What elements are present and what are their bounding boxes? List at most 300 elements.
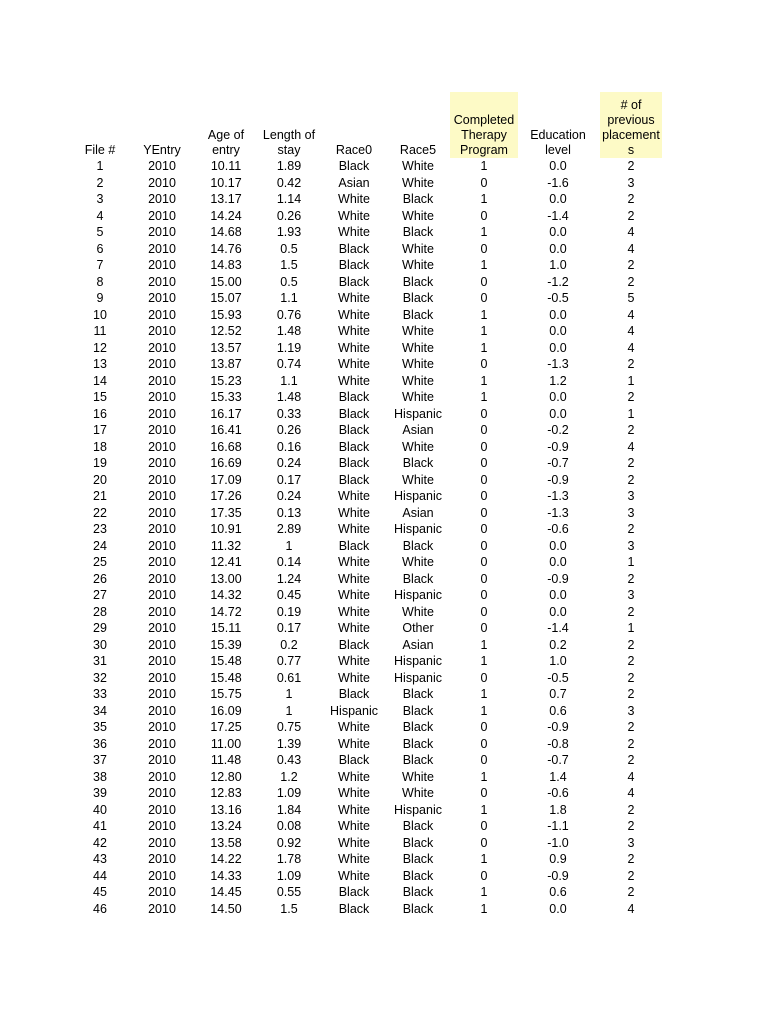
completed-therapy-cell: 0 (480, 835, 488, 850)
length-of-stay-cell: 0.43 (276, 753, 302, 767)
file-number-cell: 27 (93, 588, 107, 602)
header-yentry: YEntry (143, 143, 181, 157)
education-level-cell: -0.7 (547, 456, 569, 470)
table-row (80, 752, 668, 769)
race0-cell: White (338, 720, 370, 734)
race0-cell: Black (338, 456, 370, 470)
table-row (80, 521, 668, 538)
previous-placements-cell: 3 (627, 175, 635, 190)
age-of-entry-cell: 12.41 (210, 555, 242, 569)
race0-cell: Black (338, 901, 370, 916)
length-of-stay-cell: 1.19 (276, 340, 302, 355)
race5-cell: White (402, 208, 434, 223)
race0-cell: White (338, 373, 370, 388)
race5-cell: Black (402, 852, 434, 866)
age-of-entry-cell: 14.76 (210, 241, 242, 256)
table-row (80, 422, 668, 439)
table-row (80, 851, 668, 868)
age-of-entry-cell: 17.26 (210, 489, 242, 503)
previous-placements-cell: 2 (627, 390, 635, 404)
yentry-cell: 2010 (148, 357, 176, 371)
yentry-cell: 2010 (148, 802, 176, 817)
file-number-cell: 33 (93, 687, 107, 701)
previous-placements-cell: 2 (627, 687, 635, 701)
race0-cell: White (338, 291, 370, 305)
table-row (80, 356, 668, 373)
age-of-entry-cell: 17.09 (210, 472, 242, 487)
table-row (80, 406, 668, 423)
file-number-cell: 46 (93, 901, 107, 916)
table-row (80, 604, 668, 621)
age-of-entry-cell: 14.32 (210, 588, 242, 602)
previous-placements-cell: 2 (627, 456, 635, 470)
race0-cell: White (338, 654, 370, 668)
length-of-stay-cell: 0.74 (276, 357, 302, 371)
length-of-stay-cell: 0.17 (276, 621, 302, 635)
yentry-cell: 2010 (148, 588, 176, 602)
header-completed-therapy-program: Completed Therapy Program (453, 113, 515, 157)
yentry-cell: 2010 (148, 522, 176, 536)
yentry-cell: 2010 (148, 885, 176, 899)
race5-cell: Hispanic (394, 489, 442, 503)
age-of-entry-cell: 17.35 (210, 505, 242, 520)
race0-cell: Black (338, 390, 370, 404)
yentry-cell: 2010 (148, 406, 176, 421)
length-of-stay-cell: 1.5 (280, 258, 298, 272)
file-number-cell: 5 (96, 225, 104, 239)
race0-cell: White (338, 769, 370, 784)
race5-cell: Black (402, 291, 434, 305)
yentry-cell: 2010 (148, 324, 176, 338)
yentry-cell: 2010 (148, 868, 176, 883)
length-of-stay-cell: 0.26 (276, 423, 302, 437)
previous-placements-cell: 3 (627, 588, 635, 602)
yentry-cell: 2010 (148, 654, 176, 668)
table-row (80, 637, 668, 654)
race5-cell: Black (402, 571, 434, 586)
length-of-stay-cell: 0.42 (276, 175, 302, 190)
age-of-entry-cell: 16.09 (210, 703, 242, 718)
table-row (80, 554, 668, 571)
race0-cell: White (338, 489, 370, 503)
file-number-cell: 8 (96, 274, 104, 289)
completed-therapy-cell: 1 (480, 852, 488, 866)
length-of-stay-cell: 2.89 (276, 522, 302, 536)
yentry-cell: 2010 (148, 472, 176, 487)
completed-therapy-cell: 0 (480, 505, 488, 520)
education-level-cell: 0.0 (549, 555, 567, 569)
file-number-cell: 15 (93, 390, 107, 404)
table-row (80, 257, 668, 274)
previous-placements-cell: 1 (627, 555, 635, 569)
table-row (80, 587, 668, 604)
race0-cell: Black (338, 423, 370, 437)
header-age-of-entry: Age of entry (207, 128, 245, 157)
race5-cell: Asian (402, 423, 434, 437)
table-row (80, 488, 668, 505)
previous-placements-cell: 2 (627, 274, 635, 289)
completed-therapy-cell: 0 (480, 670, 488, 685)
previous-placements-cell: 4 (627, 324, 635, 338)
yentry-cell: 2010 (148, 769, 176, 784)
length-of-stay-cell: 1.89 (276, 159, 302, 173)
previous-placements-cell: 4 (627, 901, 635, 916)
file-number-cell: 1 (96, 159, 104, 173)
file-number-cell: 36 (93, 736, 107, 751)
race5-cell: White (402, 357, 434, 371)
age-of-entry-cell: 17.25 (210, 720, 242, 734)
race5-cell: Hispanic (394, 802, 442, 817)
yentry-cell: 2010 (148, 703, 176, 718)
length-of-stay-cell: 0.2 (280, 637, 298, 652)
age-of-entry-cell: 14.50 (210, 901, 242, 916)
education-level-cell: 0.0 (549, 901, 567, 916)
completed-therapy-cell: 0 (480, 208, 488, 223)
education-level-cell: 1.0 (549, 258, 567, 272)
file-number-cell: 4 (96, 208, 104, 223)
completed-therapy-cell: 0 (480, 357, 488, 371)
table-row (80, 505, 668, 522)
race0-cell: Black (338, 538, 370, 553)
file-number-cell: 35 (93, 720, 107, 734)
previous-placements-cell: 2 (627, 868, 635, 883)
age-of-entry-cell: 16.17 (210, 406, 242, 421)
age-of-entry-cell: 16.69 (210, 456, 242, 470)
length-of-stay-cell: 1 (285, 538, 293, 553)
race0-cell: White (338, 324, 370, 338)
yentry-cell: 2010 (148, 786, 176, 800)
previous-placements-cell: 4 (627, 786, 635, 800)
length-of-stay-cell: 0.17 (276, 472, 302, 487)
education-level-cell: 0.0 (549, 538, 567, 553)
race0-cell: Black (338, 472, 370, 487)
previous-placements-cell: 2 (627, 753, 635, 767)
race5-cell: White (402, 439, 434, 454)
table-row (80, 323, 668, 340)
age-of-entry-cell: 11.48 (210, 753, 242, 767)
file-number-cell: 17 (93, 423, 107, 437)
table-row (80, 191, 668, 208)
race0-cell: White (338, 571, 370, 586)
file-number-cell: 22 (93, 505, 107, 520)
education-level-cell: -1.2 (547, 274, 569, 289)
previous-placements-cell: 3 (627, 505, 635, 520)
education-level-cell: 0.0 (549, 225, 567, 239)
race0-cell: White (338, 505, 370, 520)
previous-placements-cell: 5 (627, 291, 635, 305)
completed-therapy-cell: 0 (480, 274, 488, 289)
race0-cell: White (338, 604, 370, 619)
completed-therapy-cell: 1 (480, 769, 488, 784)
age-of-entry-cell: 14.33 (210, 868, 242, 883)
completed-therapy-cell: 1 (480, 901, 488, 916)
completed-therapy-cell: 0 (480, 522, 488, 536)
race5-cell: Black (402, 885, 434, 899)
race0-cell: Hispanic (330, 703, 378, 718)
race5-cell: Black (402, 225, 434, 239)
table-row (80, 439, 668, 456)
previous-placements-cell: 4 (627, 225, 635, 239)
table-row (80, 901, 668, 918)
previous-placements-cell: 2 (627, 522, 635, 536)
race5-cell: Black (402, 753, 434, 767)
file-number-cell: 42 (93, 835, 107, 850)
length-of-stay-cell: 0.45 (276, 588, 302, 602)
race5-cell: Hispanic (394, 670, 442, 685)
yentry-cell: 2010 (148, 307, 176, 322)
race0-cell: White (338, 835, 370, 850)
length-of-stay-cell: 0.5 (280, 241, 298, 256)
race0-cell: White (338, 852, 370, 866)
file-number-cell: 30 (93, 637, 107, 652)
file-number-cell: 16 (93, 406, 107, 421)
race5-cell: Hispanic (394, 588, 442, 602)
previous-placements-cell: 2 (627, 670, 635, 685)
table-body (80, 158, 668, 917)
education-level-cell: 0.0 (549, 307, 567, 322)
completed-therapy-cell: 0 (480, 621, 488, 635)
previous-placements-cell: 2 (627, 885, 635, 899)
education-level-cell: -1.0 (547, 835, 569, 850)
file-number-cell: 2 (96, 175, 104, 190)
previous-placements-cell: 4 (627, 439, 635, 454)
yentry-cell: 2010 (148, 835, 176, 850)
file-number-cell: 3 (96, 192, 104, 206)
completed-therapy-cell: 0 (480, 489, 488, 503)
previous-placements-cell: 2 (627, 819, 635, 833)
completed-therapy-cell: 0 (480, 472, 488, 487)
file-number-cell: 7 (96, 258, 104, 272)
completed-therapy-cell: 0 (480, 538, 488, 553)
age-of-entry-cell: 15.00 (210, 274, 242, 289)
age-of-entry-cell: 13.57 (210, 340, 242, 355)
education-level-cell: -0.9 (547, 868, 569, 883)
file-number-cell: 12 (93, 340, 107, 355)
file-number-cell: 18 (93, 439, 107, 454)
age-of-entry-cell: 12.80 (210, 769, 242, 784)
yentry-cell: 2010 (148, 258, 176, 272)
length-of-stay-cell: 1.39 (276, 736, 302, 751)
race5-cell: White (402, 373, 434, 388)
race0-cell: White (338, 621, 370, 635)
yentry-cell: 2010 (148, 159, 176, 173)
age-of-entry-cell: 10.11 (210, 159, 242, 173)
length-of-stay-cell: 1.09 (276, 868, 302, 883)
file-number-cell: 26 (93, 571, 107, 586)
length-of-stay-cell: 0.33 (276, 406, 302, 421)
age-of-entry-cell: 14.68 (210, 225, 242, 239)
age-of-entry-cell: 12.52 (210, 324, 242, 338)
completed-therapy-cell: 1 (480, 654, 488, 668)
table-row (80, 686, 668, 703)
length-of-stay-cell: 1.09 (276, 786, 302, 800)
race5-cell: Black (402, 192, 434, 206)
race5-cell: Asian (402, 505, 434, 520)
table-row (80, 307, 668, 324)
previous-placements-cell: 1 (627, 621, 635, 635)
race5-cell: Black (402, 736, 434, 751)
race0-cell: Black (338, 439, 370, 454)
length-of-stay-cell: 0.24 (276, 489, 302, 503)
previous-placements-cell: 3 (627, 835, 635, 850)
education-level-cell: 0.0 (549, 159, 567, 173)
race5-cell: Hispanic (394, 522, 442, 536)
yentry-cell: 2010 (148, 670, 176, 685)
race0-cell: Black (338, 274, 370, 289)
table-row (80, 290, 668, 307)
education-level-cell: 0.0 (549, 340, 567, 355)
age-of-entry-cell: 11.00 (210, 736, 242, 751)
completed-therapy-cell: 0 (480, 819, 488, 833)
length-of-stay-cell: 0.5 (280, 274, 298, 289)
education-level-cell: -1.4 (547, 621, 569, 635)
completed-therapy-cell: 1 (480, 307, 488, 322)
table-row (80, 158, 668, 175)
age-of-entry-cell: 13.16 (210, 802, 242, 817)
length-of-stay-cell: 0.13 (276, 505, 302, 520)
age-of-entry-cell: 13.87 (210, 357, 242, 371)
previous-placements-cell: 4 (627, 340, 635, 355)
yentry-cell: 2010 (148, 423, 176, 437)
age-of-entry-cell: 14.72 (210, 604, 242, 619)
education-level-cell: -0.5 (547, 670, 569, 685)
yentry-cell: 2010 (148, 753, 176, 767)
table-row (80, 653, 668, 670)
table-row (80, 719, 668, 736)
race5-cell: White (402, 786, 434, 800)
yentry-cell: 2010 (148, 208, 176, 223)
file-number-cell: 34 (93, 703, 107, 718)
age-of-entry-cell: 15.93 (210, 307, 242, 322)
education-level-cell: -1.1 (547, 819, 569, 833)
race0-cell: White (338, 670, 370, 685)
length-of-stay-cell: 0.77 (276, 654, 302, 668)
length-of-stay-cell: 0.14 (276, 555, 302, 569)
previous-placements-cell: 2 (627, 852, 635, 866)
table-row (80, 670, 668, 687)
length-of-stay-cell: 0.92 (276, 835, 302, 850)
race0-cell: White (338, 208, 370, 223)
education-level-cell: -1.6 (547, 175, 569, 190)
table-row (80, 389, 668, 406)
table-row (80, 274, 668, 291)
table-row (80, 736, 668, 753)
table-row (80, 340, 668, 357)
completed-therapy-cell: 0 (480, 291, 488, 305)
length-of-stay-cell: 0.16 (276, 439, 302, 454)
completed-therapy-cell: 1 (480, 703, 488, 718)
education-level-cell: 0.0 (549, 390, 567, 404)
previous-placements-cell: 2 (627, 720, 635, 734)
length-of-stay-cell: 0.26 (276, 208, 302, 223)
education-level-cell: -0.9 (547, 720, 569, 734)
race5-cell: Other (402, 621, 434, 635)
file-number-cell: 6 (96, 241, 104, 256)
yentry-cell: 2010 (148, 175, 176, 190)
race0-cell: White (338, 340, 370, 355)
previous-placements-cell: 2 (627, 208, 635, 223)
education-level-cell: 0.0 (549, 241, 567, 256)
completed-therapy-cell: 0 (480, 868, 488, 883)
education-level-cell: 0.0 (549, 324, 567, 338)
completed-therapy-cell: 0 (480, 588, 488, 602)
education-level-cell: 0.6 (549, 703, 567, 718)
previous-placements-cell: 1 (627, 406, 635, 421)
race0-cell: White (338, 522, 370, 536)
completed-therapy-cell: 1 (480, 192, 488, 206)
age-of-entry-cell: 13.58 (210, 835, 242, 850)
yentry-cell: 2010 (148, 192, 176, 206)
age-of-entry-cell: 14.22 (210, 852, 242, 866)
completed-therapy-cell: 0 (480, 423, 488, 437)
race5-cell: White (402, 175, 434, 190)
table-row (80, 571, 668, 588)
table-row (80, 241, 668, 258)
completed-therapy-cell: 0 (480, 175, 488, 190)
file-number-cell: 39 (93, 786, 107, 800)
previous-placements-cell: 3 (627, 703, 635, 718)
table-row (80, 620, 668, 637)
race5-cell: White (402, 390, 434, 404)
race0-cell: Black (338, 159, 370, 173)
education-level-cell: 0.2 (549, 637, 567, 652)
table-row (80, 472, 668, 489)
completed-therapy-cell: 0 (480, 439, 488, 454)
table-row (80, 868, 668, 885)
length-of-stay-cell: 1.1 (280, 373, 298, 388)
file-number-cell: 13 (93, 357, 107, 371)
race0-cell: White (338, 868, 370, 883)
race0-cell: White (338, 307, 370, 322)
race5-cell: White (402, 555, 434, 569)
race5-cell: White (402, 604, 434, 619)
age-of-entry-cell: 13.17 (210, 192, 242, 206)
race5-cell: Black (402, 819, 434, 833)
previous-placements-cell: 2 (627, 604, 635, 619)
file-number-cell: 10 (93, 307, 107, 322)
previous-placements-cell: 3 (627, 489, 635, 503)
header-education-level: Education level (530, 128, 586, 157)
previous-placements-cell: 2 (627, 571, 635, 586)
yentry-cell: 2010 (148, 604, 176, 619)
race0-cell: Black (338, 885, 370, 899)
race0-cell: White (338, 225, 370, 239)
file-number-cell: 32 (93, 670, 107, 685)
previous-placements-cell: 2 (627, 192, 635, 206)
previous-placements-cell: 2 (627, 423, 635, 437)
education-level-cell: 0.0 (549, 604, 567, 619)
yentry-cell: 2010 (148, 687, 176, 701)
education-level-cell: -0.5 (547, 291, 569, 305)
previous-placements-cell: 2 (627, 654, 635, 668)
completed-therapy-cell: 1 (480, 802, 488, 817)
race5-cell: Hispanic (394, 654, 442, 668)
race0-cell: Black (338, 753, 370, 767)
completed-therapy-cell: 0 (480, 786, 488, 800)
age-of-entry-cell: 10.91 (210, 522, 242, 536)
yentry-cell: 2010 (148, 241, 176, 256)
completed-therapy-cell: 0 (480, 736, 488, 751)
race5-cell: White (402, 159, 434, 173)
file-number-cell: 24 (93, 538, 107, 553)
yentry-cell: 2010 (148, 390, 176, 404)
previous-placements-cell: 2 (627, 802, 635, 817)
education-level-cell: 1.2 (549, 373, 567, 388)
length-of-stay-cell: 1.84 (276, 802, 302, 817)
completed-therapy-cell: 1 (480, 225, 488, 239)
previous-placements-cell: 2 (627, 357, 635, 371)
previous-placements-cell: 2 (627, 736, 635, 751)
